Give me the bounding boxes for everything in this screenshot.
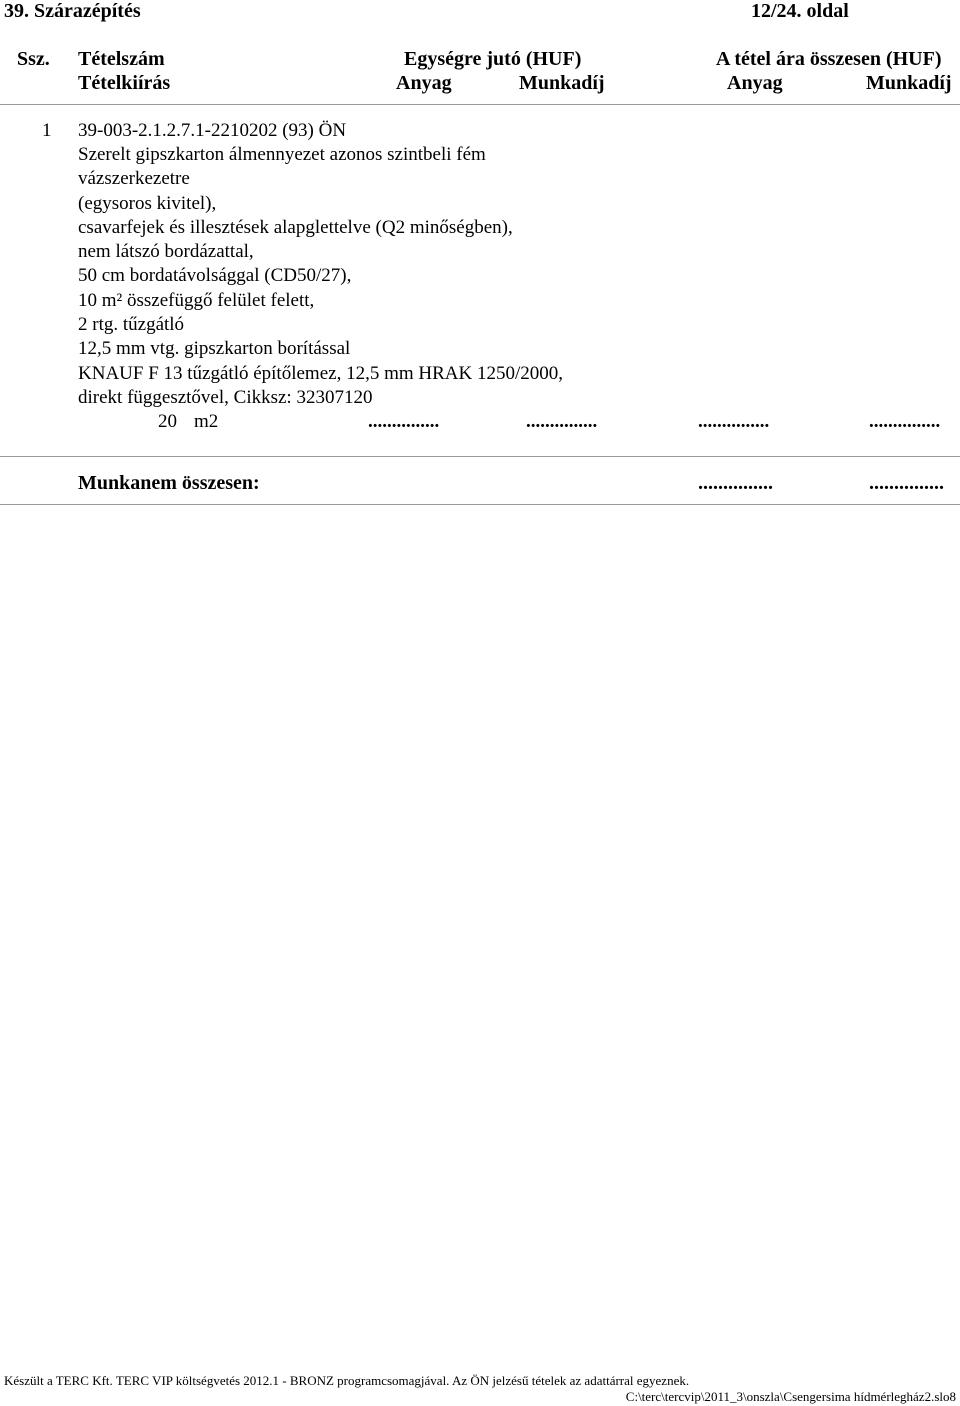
header-tetelkiiras: Tételkiírás [78, 72, 171, 94]
unit-munkadij-placeholder: ............... [526, 411, 598, 432]
item-code: 39-003-2.1.2.7.1-2210202 (93) ÖN [78, 120, 347, 141]
description-line: direkt függesztővel, Cikksz: 32307120 [78, 386, 373, 408]
description-line: KNAUF F 13 tűzgátló építőlemez, 12,5 mm HRAK 1250/2000, [78, 362, 563, 384]
footer-credit: Készült a TERC Kft. TERC VIP költségvetés 2012.1 - BRONZ programcsomagjával. Az ÖN jelzésű tételek az adattárral egyeznek. [4, 1373, 690, 1388]
item-divider [0, 456, 960, 457]
total-anyag-placeholder: ............... [698, 411, 770, 432]
description-line: 10 m² összefüggő felület felett, [78, 289, 315, 311]
description-line: 12,5 mm vtg. gipszkarton borítással [78, 338, 351, 360]
header-unit-anyag: Anyag [396, 72, 452, 94]
unit-anyag-placeholder: ............... [368, 411, 440, 432]
summary-divider [0, 504, 960, 505]
header-divider [0, 104, 960, 105]
item-unit: m2 [194, 411, 219, 432]
section-title: 39. Szárazépítés [4, 0, 141, 22]
header-ssz: Ssz. [17, 48, 50, 70]
description-line: 2 rtg. tűzgátló [78, 314, 185, 336]
summary-anyag-placeholder: ............... [698, 472, 773, 494]
total-munkadij-placeholder: ............... [869, 411, 941, 432]
header-tetelszam: Tételszám [78, 48, 165, 70]
header-total-anyag: Anyag [727, 72, 783, 94]
summary-label: Munkanem összesen: [78, 472, 260, 494]
item-quantity: 20 [158, 411, 177, 432]
item-ssz: 1 [42, 120, 52, 141]
header-unit-munkadij: Munkadíj [519, 72, 605, 94]
description-line: nem látszó bordázattal, [78, 241, 254, 263]
header-unit-price-group: Egységre jutó (HUF) [404, 48, 582, 70]
page-number: 12/24. oldal [751, 0, 849, 22]
description-line: csavarfejek és illesztések alapglettelve (Q2 minőségben), [78, 216, 513, 238]
summary-munkadij-placeholder: ............... [869, 472, 944, 494]
description-line: vázszerkezetre [78, 168, 190, 190]
description-line: 50 cm bordatávolsággal (CD50/27), [78, 265, 352, 287]
header-total-munkadij: Munkadíj [866, 72, 952, 94]
item-description [78, 143, 563, 410]
header-total-price-group: A tétel ára összesen (HUF) [716, 48, 942, 70]
description-line: Szerelt gipszkarton álmennyezet azonos szintbeli fém [78, 144, 486, 165]
footer-file-path: C:\terc\tercvip\2011_3\onszla\Csengersima hídmérlegház2.slo8 [625, 1389, 956, 1404]
description-line: (egysoros kivitel), [78, 192, 217, 214]
